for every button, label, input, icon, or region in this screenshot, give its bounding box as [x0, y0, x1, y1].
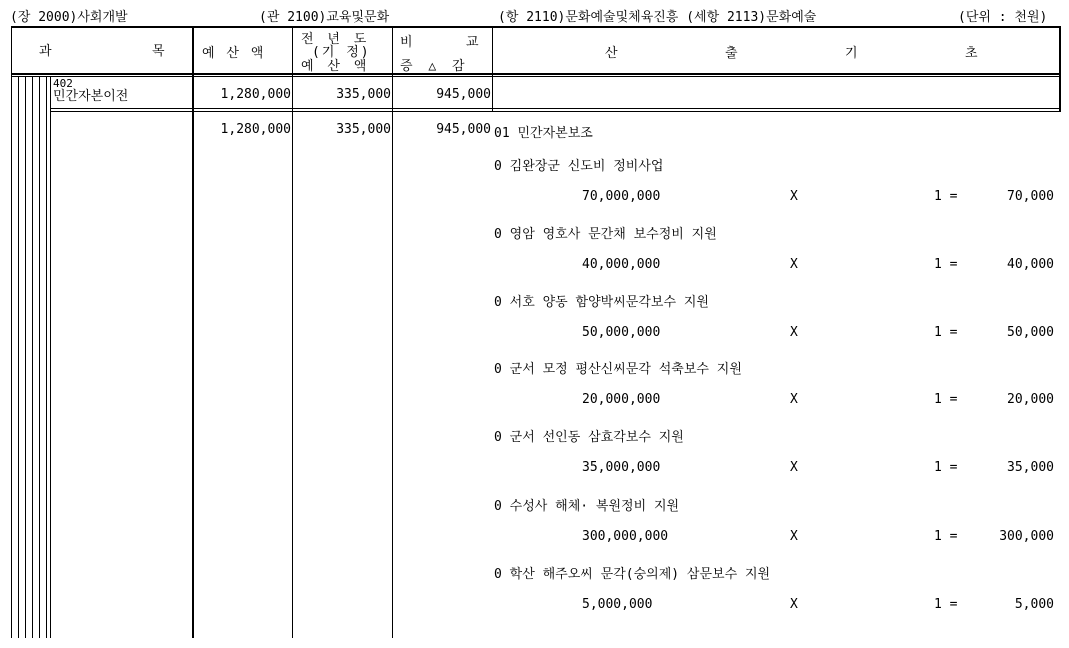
detail-x: X — [790, 597, 798, 612]
detail-amount: 40,000,000 — [582, 257, 661, 272]
item-prev: 335,000 — [336, 87, 391, 102]
detail-mult: 1 = — [934, 325, 958, 340]
detail-amount: 5,000,000 — [582, 597, 653, 612]
detail-title: 0 김완장군 신도비 정비사업 — [494, 159, 664, 174]
col-prev-3: 예 산 액 — [301, 59, 370, 74]
col-calc-2: 출 — [725, 46, 738, 61]
subitem-prev: 335,000 — [336, 122, 391, 137]
detail-amount: 50,000,000 — [582, 325, 661, 340]
unit-label: (단위 : 천원) — [958, 10, 1048, 25]
detail-mult: 1 = — [934, 392, 958, 407]
detail-title: 0 영암 영호사 문간채 보수정비 지원 — [494, 227, 717, 242]
detail-result: 5,000 — [1014, 597, 1054, 612]
detail-mult: 1 = — [934, 189, 958, 204]
detail-title: 0 군서 선인동 삼효각보수 지원 — [494, 430, 684, 445]
col-calc-1: 산 — [605, 46, 618, 61]
item-code: 402 — [53, 77, 73, 90]
col-gwamok-2: 목 — [152, 44, 165, 59]
col-compare-3: 증 △ 감 — [400, 59, 469, 74]
detail-x: X — [790, 529, 798, 544]
item-name: 민간자본이전 — [53, 89, 129, 104]
detail-title: 0 수성사 해체· 복원정비 지원 — [494, 499, 680, 514]
subitem-budget: 1,280,000 — [220, 122, 291, 137]
detail-amount: 70,000,000 — [582, 189, 661, 204]
hang-label: (항 2110)문화예술및체육진흥 (세항 2113)문화예술 — [498, 10, 817, 25]
item-diff: 945,000 — [436, 87, 491, 102]
detail-amount: 300,000,000 — [582, 529, 669, 544]
detail-result: 35,000 — [1007, 460, 1054, 475]
subitem-label: 01 민간자본보조 — [494, 126, 593, 141]
col-budget: 예 산 액 — [202, 46, 266, 61]
item-budget: 1,280,000 — [220, 87, 291, 102]
col-compare-1: 비 — [400, 35, 413, 50]
detail-amount: 20,000,000 — [582, 392, 661, 407]
detail-x: X — [790, 257, 798, 272]
detail-x: X — [790, 325, 798, 340]
detail-amount: 35,000,000 — [582, 460, 661, 475]
col-prev-1: 전 년 도 — [301, 32, 370, 47]
detail-title: 0 군서 모정 평산신씨문각 석축보수 지원 — [494, 362, 742, 377]
detail-x: X — [790, 392, 798, 407]
col-calc-3: 기 — [845, 46, 858, 61]
detail-mult: 1 = — [934, 529, 958, 544]
jang-label: (장 2000)사회개발 — [10, 10, 128, 25]
detail-mult: 1 = — [934, 460, 958, 475]
col-calc-4: 초 — [965, 46, 978, 61]
detail-result: 300,000 — [999, 529, 1054, 544]
col-prev-2: (기 정) — [312, 45, 371, 60]
detail-mult: 1 = — [934, 597, 958, 612]
detail-result: 50,000 — [1007, 325, 1054, 340]
col-gwamok-1: 과 — [39, 44, 52, 59]
detail-title: 0 학산 해주오씨 문각(숭의제) 삼문보수 지원 — [494, 567, 771, 582]
detail-x: X — [790, 460, 798, 475]
detail-mult: 1 = — [934, 257, 958, 272]
col-compare-2: 교 — [466, 35, 479, 50]
detail-x: X — [790, 189, 798, 204]
subitem-diff: 945,000 — [436, 122, 491, 137]
detail-title: 0 서호 양동 함양박씨문각보수 지원 — [494, 295, 709, 310]
detail-result: 20,000 — [1007, 392, 1054, 407]
detail-result: 40,000 — [1007, 257, 1054, 272]
detail-result: 70,000 — [1007, 189, 1054, 204]
gwan-label: (관 2100)교육및문화 — [259, 10, 390, 25]
